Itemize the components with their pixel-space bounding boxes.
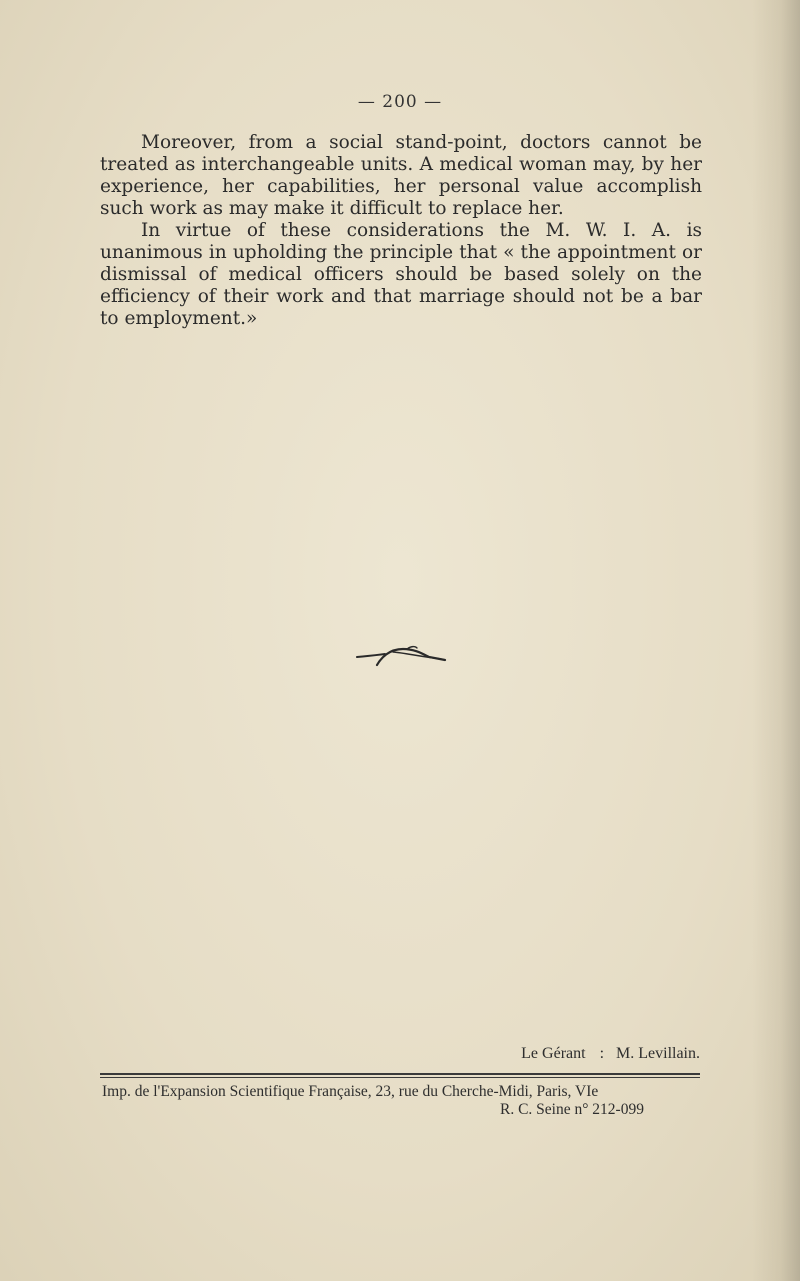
page-edge-shadow [752,0,800,1281]
flourish-ornament-icon [355,640,447,670]
gerant-name: M. Levillain. [616,1045,700,1062]
imprint-line-2: R. C. Seine n° 212-099 [500,1101,644,1118]
gerant-separator: : [599,1045,605,1062]
paragraph-1: Moreover, from a social stand-point, doctors cannot be treated as interchangeable units. A medical woman may, by her experience, her capabilities, her personal value accomplish such work as may make it difficult to replace her. [100,132,702,219]
page-number: — 200 — [357,92,443,112]
footer-rule-thick [100,1073,700,1075]
paragraph-2: In virtue of these considerations the M. W. I. A. is unanimous in upholding the principle that « the appointment or dismissal of medical officers should be based solely on the efficiency of their work and that marriage should not be a bar to employment.» [100,220,702,329]
gerant-label: Le Gérant [521,1045,586,1062]
imprint-line-1: Imp. de l'Expansion Scientifique Française, 23, rue du Cherche-Midi, Paris, VIe [102,1083,599,1100]
body-text [100,132,702,330]
footer-rule-thin [100,1077,700,1078]
gerant-signature [521,1045,700,1063]
